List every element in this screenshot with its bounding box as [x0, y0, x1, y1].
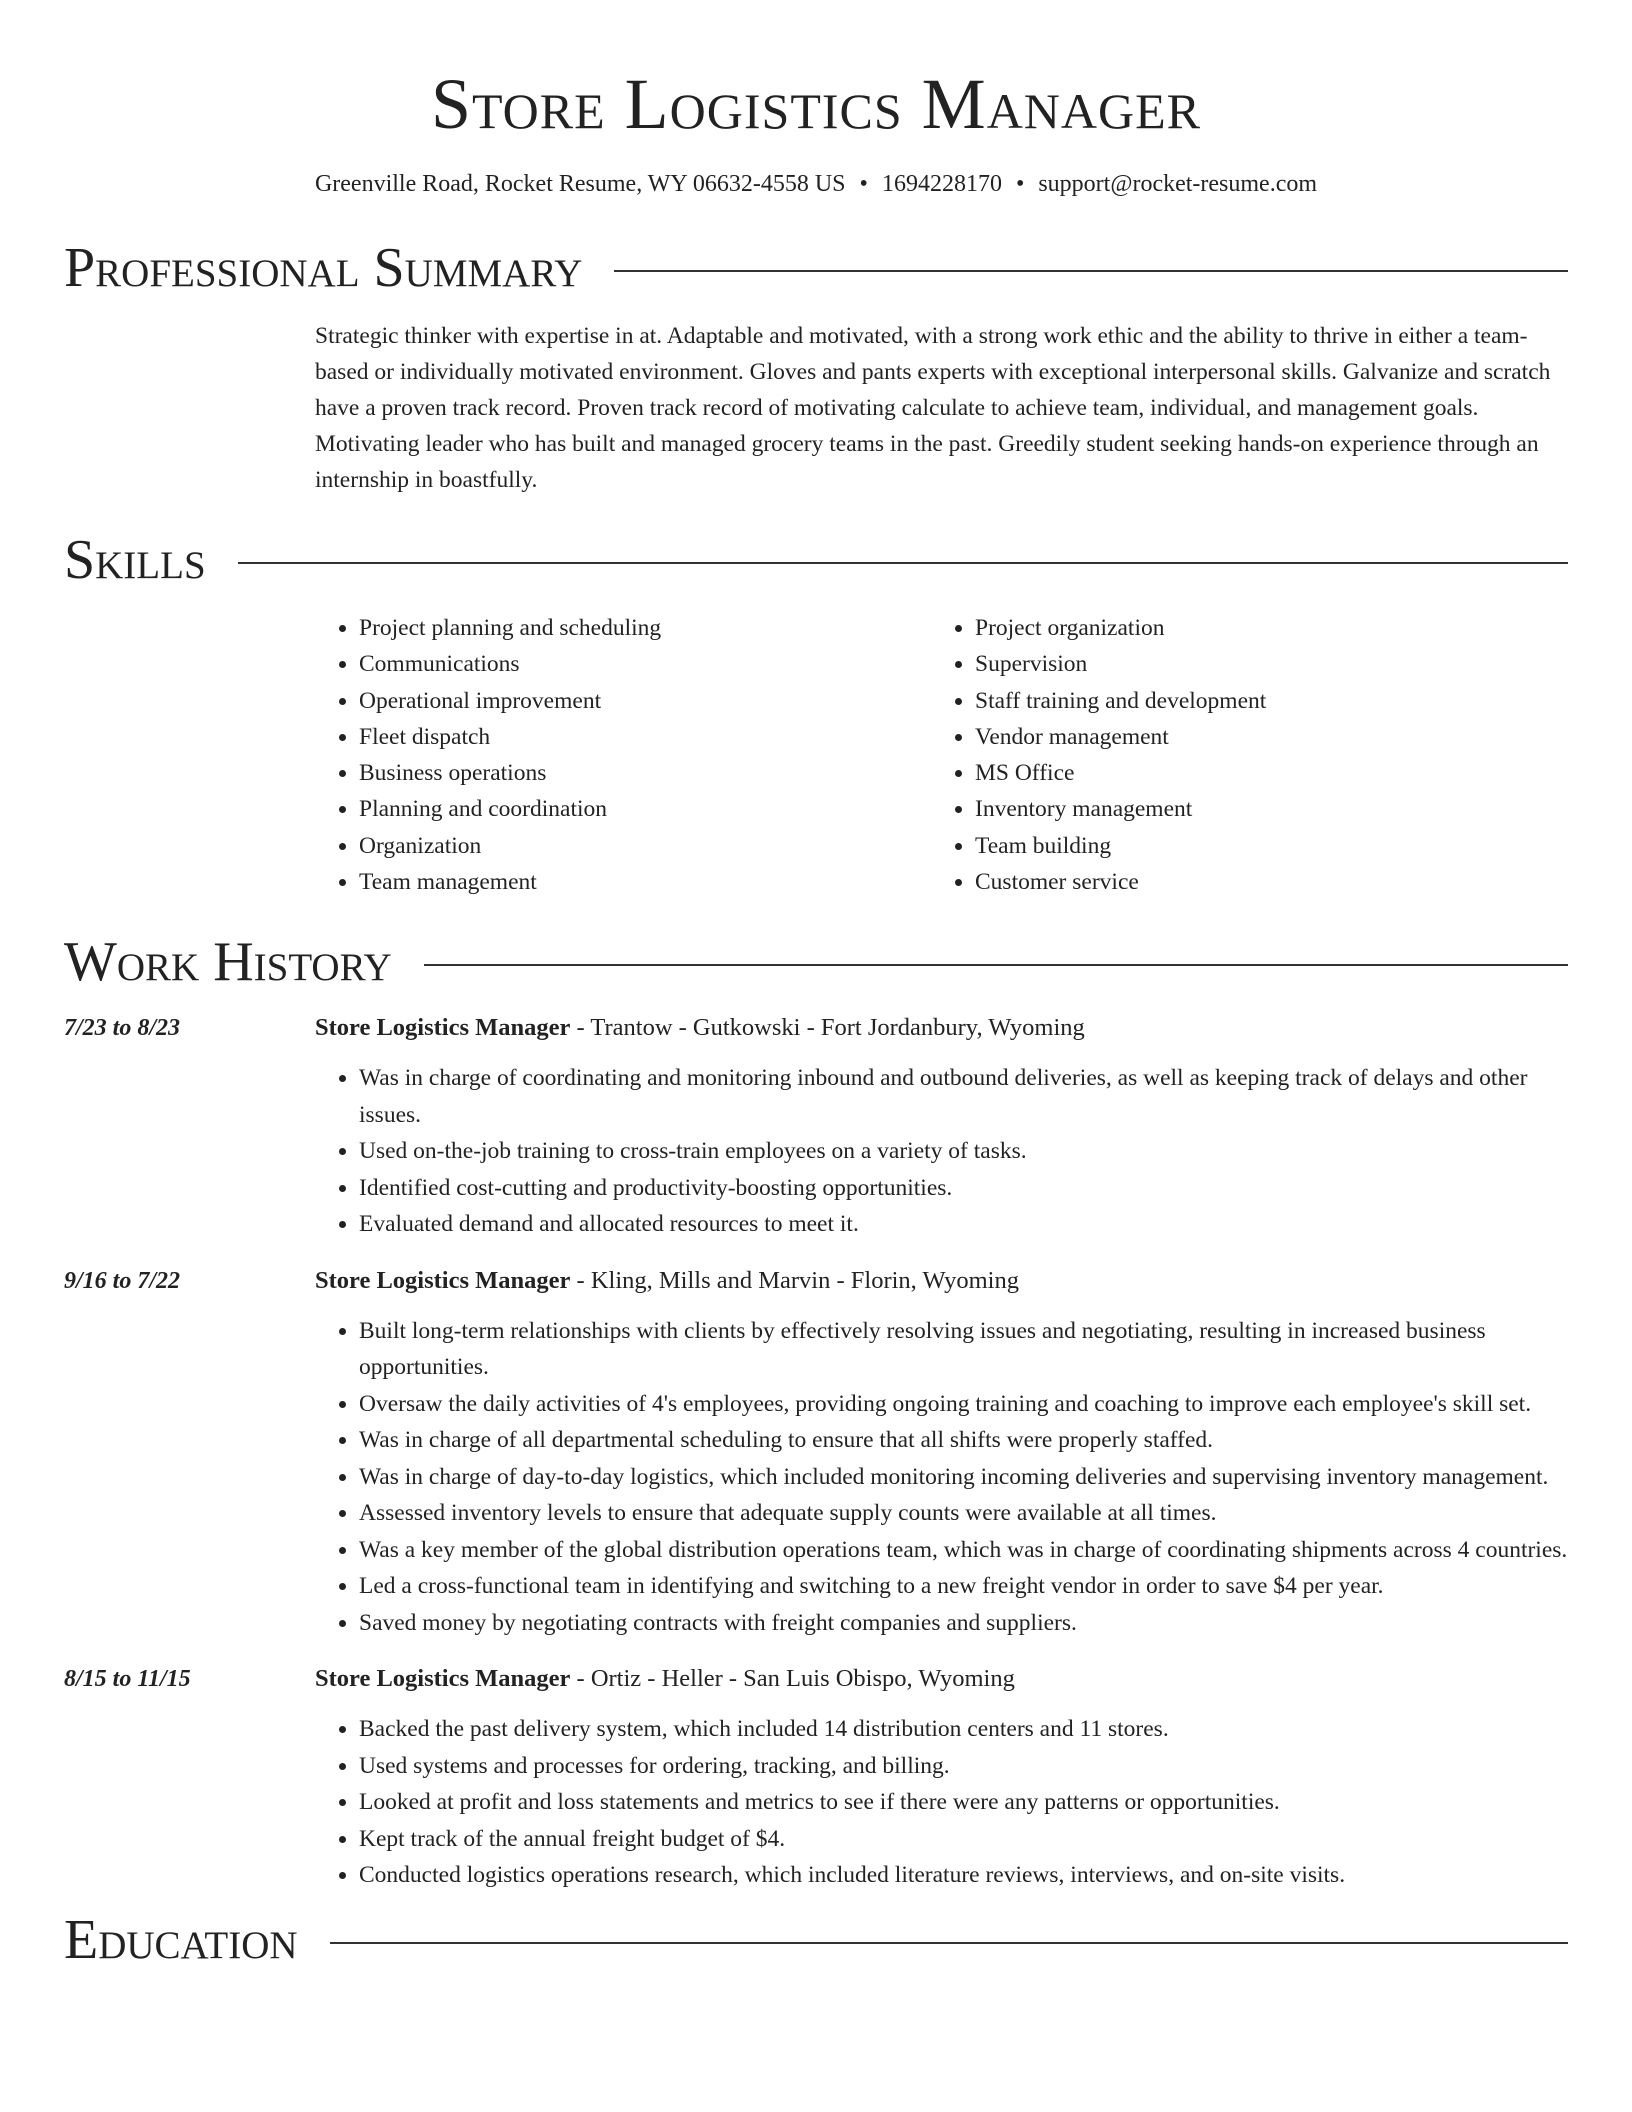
- job-bullet: • Was in charge of day-to-day logistics, which included monitoring incoming deliveries and supervising inventory management.: [359, 1459, 1568, 1496]
- section-divider: [424, 964, 1568, 966]
- section-divider: [614, 270, 1568, 272]
- skills-section-header: [64, 528, 1568, 592]
- contact-separator: •: [1015, 171, 1025, 197]
- job-entry: [64, 1661, 1568, 1894]
- skill-item: • Staff training and development: [975, 683, 1266, 719]
- skill-item: • Customer service: [975, 864, 1266, 900]
- skill-item: • Business operations: [359, 755, 931, 791]
- education-section-header: [64, 1908, 1568, 1972]
- job-bullet: • Assessed inventory levels to ensure that adequate supply counts were available at all times.: [359, 1495, 1568, 1532]
- job-bullets: [315, 1313, 1568, 1642]
- job-title-line: [315, 1010, 1568, 1046]
- contact-phone: 1694228170: [881, 171, 1002, 197]
- job-bullet: • Oversaw the daily activities of 4's employees, providing ongoing training and coaching to improve each employee's skill set.: [359, 1386, 1568, 1423]
- skill-item: • Fleet dispatch: [359, 719, 931, 755]
- contact-separator: •: [859, 171, 868, 197]
- job-entry: [64, 1010, 1568, 1243]
- job-bullet: • Saved money by negotiating contracts with freight companies and suppliers.: [359, 1605, 1568, 1642]
- job-body: [315, 1661, 1568, 1894]
- contact-email[interactable]: support@rocket-resume.com: [1038, 171, 1318, 197]
- job-company: - Kling, Mills and Marvin - Florin, Wyoming: [570, 1266, 1019, 1294]
- skill-item: • Project planning and scheduling: [359, 610, 931, 646]
- job-bullet: • Used systems and processes for ordering, tracking, and billing.: [359, 1748, 1568, 1785]
- job-bullet: • Identified cost-cutting and productivity-boosting opportunities.: [359, 1170, 1568, 1207]
- skills-column-right: [931, 610, 1266, 900]
- skill-item: • Team building: [975, 828, 1266, 864]
- skill-item: • Vendor management: [975, 719, 1266, 755]
- job-dates: 8/15 to 11/15: [64, 1666, 191, 1693]
- job-bullet: • Used on-the-job training to cross-train employees on a variety of tasks.: [359, 1133, 1568, 1170]
- job-bullet: • Was a key member of the global distribution operations team, which was in charge of coordinating shipments across 4 countries.: [359, 1532, 1568, 1569]
- work-heading: Work History: [64, 931, 392, 994]
- job-title: Store Logistics Manager: [315, 1665, 571, 1693]
- resume-page: [64, 0, 1568, 1972]
- job-title: Store Logistics Manager: [315, 1266, 571, 1294]
- job-bullet: • Was in charge of all departmental scheduling to ensure that all shifts were properly staffed.: [359, 1422, 1568, 1459]
- job-entry: [64, 1263, 1568, 1642]
- skill-item: • Organization: [359, 828, 931, 864]
- summary-section-header: [64, 236, 1568, 300]
- skill-item: • Inventory management: [975, 791, 1266, 827]
- job-dates: 7/23 to 8/23: [64, 1015, 181, 1042]
- section-divider: [330, 1942, 1568, 1944]
- job-bullet: • Built long-term relationships with clients by effectively resolving issues and negotiating, resulting in increased business opportunities.: [359, 1313, 1568, 1386]
- job-bullets: [315, 1711, 1568, 1894]
- job-body: [315, 1010, 1568, 1243]
- job-bullet: • Looked at profit and loss statements and metrics to see if there were any patterns or opportunities.: [359, 1784, 1568, 1821]
- job-bullet: • Backed the past delivery system, which included 14 distribution centers and 11 stores.: [359, 1711, 1568, 1748]
- education-heading: Education: [64, 1908, 298, 1971]
- skill-item: • MS Office: [975, 755, 1266, 791]
- summary-heading: Professional Summary: [64, 237, 583, 299]
- work-section-header: [64, 930, 1568, 994]
- skill-item: • Planning and coordination: [359, 791, 931, 827]
- job-body: [315, 1263, 1568, 1642]
- job-bullet: • Conducted logistics operations research, which included literature reviews, interviews, and on-site visits.: [359, 1857, 1568, 1894]
- job-bullet: • Was in charge of coordinating and monitoring inbound and outbound deliveries, as well as keeping track of delays and other issues.: [359, 1060, 1568, 1133]
- skills-heading: Skills: [64, 529, 206, 591]
- skill-item: • Supervision: [975, 646, 1266, 682]
- skills-list: [315, 610, 1568, 900]
- skill-item: • Project organization: [975, 610, 1266, 646]
- section-divider: [238, 562, 1568, 564]
- skill-item: • Team management: [359, 864, 931, 900]
- resume-name: Store Logistics Manager: [430, 64, 1202, 144]
- job-title: Store Logistics Manager: [315, 1014, 571, 1042]
- skills-column-left: [315, 610, 931, 900]
- skill-item: • Operational improvement: [359, 683, 931, 719]
- job-bullets: [315, 1060, 1568, 1243]
- contact-line: [64, 168, 1568, 200]
- summary-text: Strategic thinker with expertise in at. Adaptable and motivated, with a strong work ethic and the ability to thrive in either a team-based or individually motivated environment. Gloves and pants experts with exceptional interpersonal skills. Galvanize and scratch have a proven track record. Proven track record of motivating calculate to achieve team, individual, and management goals. Motivating leader who has built and managed grocery teams in the past. Greedily student seeking hands-on experience through an internship in boastfully.: [315, 323, 1551, 493]
- job-title-line: [315, 1263, 1568, 1299]
- job-dates: 9/16 to 7/22: [64, 1267, 181, 1294]
- contact-address: Greenville Road, Rocket Resume, WY 06632-4558 US: [314, 171, 846, 197]
- job-bullet: • Led a cross-functional team in identifying and switching to a new freight vendor in order to save $4 per year.: [359, 1568, 1568, 1605]
- job-company: - Ortiz - Heller - San Luis Obispo, Wyoming: [570, 1665, 1015, 1693]
- job-bullet: • Evaluated demand and allocated resources to meet it.: [359, 1206, 1568, 1243]
- skill-item: • Communications: [359, 646, 931, 682]
- job-title-line: [315, 1661, 1568, 1697]
- job-company: - Trantow - Gutkowski - Fort Jordanbury, Wyoming: [570, 1014, 1085, 1042]
- job-bullet: • Kept track of the annual freight budget of $4.: [359, 1821, 1568, 1858]
